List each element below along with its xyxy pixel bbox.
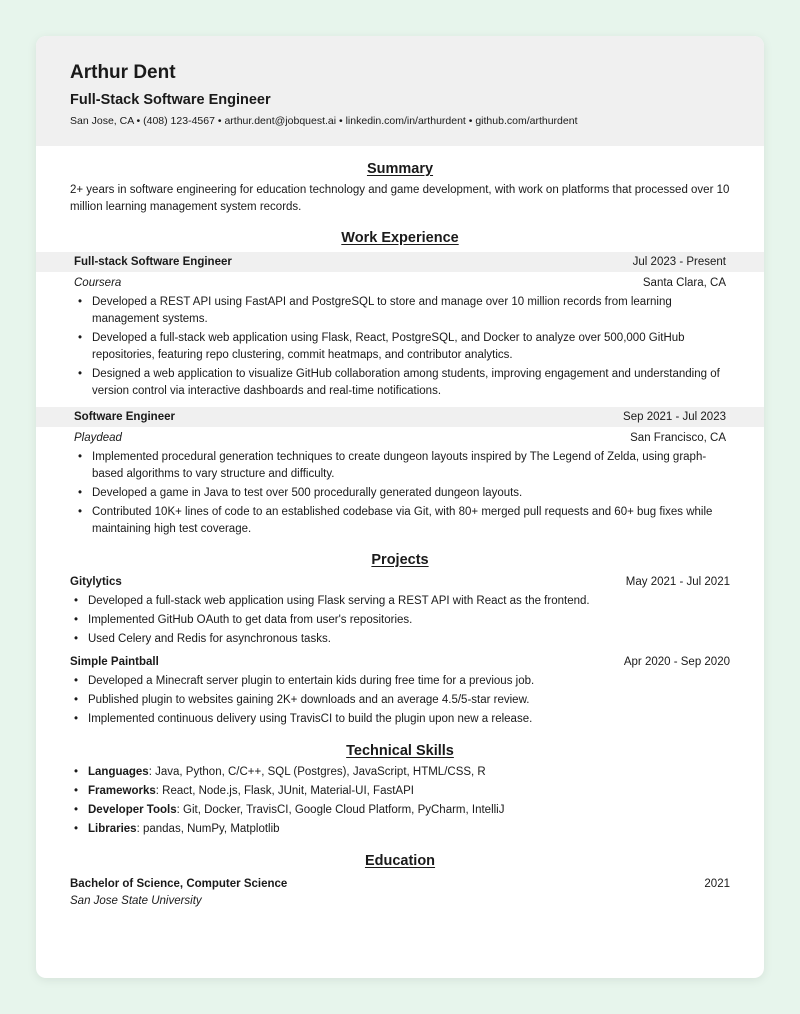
- skills-heading: Technical Skills: [346, 743, 454, 759]
- list-item: • Developed a full-stack web application using Flask, React, PostgreSQL, and Docker to analyze over 500,000 GitHub repositories, featuring repo clustering, commit heatmaps, and contributor analytics.: [92, 330, 726, 364]
- education-row: [70, 876, 730, 893]
- experience-heading: Work Experience: [341, 230, 459, 246]
- list-item: • Implemented continuous delivery using TravisCI to build the plugin upon new a release.: [88, 711, 726, 728]
- skill-item: [88, 783, 726, 800]
- graduation-year: 2021: [704, 878, 730, 890]
- skill-item: [88, 802, 726, 819]
- skill-item: [88, 821, 726, 838]
- project-bullets: [70, 673, 730, 728]
- job-bullets: [70, 449, 730, 538]
- skill-label: Languages: [88, 766, 149, 778]
- project-bullets: [70, 593, 730, 648]
- candidate-name: Arthur Dent: [70, 62, 176, 83]
- job-role: Software Engineer: [74, 411, 175, 423]
- job-entry: [70, 407, 730, 538]
- project-header: [70, 573, 730, 591]
- job-location: San Francisco, CA: [630, 432, 726, 444]
- project-header: [70, 653, 730, 671]
- job-company: Coursera: [74, 277, 122, 289]
- job-company-row: [70, 274, 730, 292]
- list-item: • Contributed 10K+ lines of code to an established codebase via Git, with 80+ merged pull requests and 60+ bug fixes while maintaining high test coverage.: [92, 504, 726, 538]
- list-item: • Implemented GitHub OAuth to get data from user's repositories.: [88, 612, 726, 629]
- job-header: [36, 252, 764, 272]
- project-dates: Apr 2020 - Sep 2020: [623, 656, 730, 668]
- job-header: [36, 407, 764, 427]
- skill-value: : Git, Docker, TravisCI, Google Cloud Platform, PyCharm, IntelliJ: [176, 804, 505, 816]
- job-role: Full-stack Software Engineer: [74, 256, 232, 268]
- project-name: Simple Paintball: [70, 656, 159, 668]
- project-entry: [70, 653, 730, 728]
- list-item: • Used Celery and Redis for asynchronous tasks.: [88, 631, 726, 648]
- summary-heading: Summary: [366, 161, 434, 177]
- skill-label: Developer Tools: [88, 804, 177, 816]
- job-dates: Sep 2021 - Jul 2023: [623, 411, 726, 423]
- education-heading: Education: [364, 853, 436, 869]
- job-company-row: [70, 429, 730, 447]
- list-item: • Published plugin to websites gaining 2K+ downloads and an average 4.5/5-star review.: [88, 692, 726, 709]
- job-dates: Jul 2023 - Present: [632, 256, 726, 268]
- job-bullets: [70, 294, 730, 400]
- list-item: • Developed a Minecraft server plugin to entertain kids during free time for a previous job.: [88, 673, 726, 690]
- list-item: • Implemented procedural generation techniques to create dungeon layouts inspired by The Legend of Zelda, using graph-based algorithms to vary structure and difficulty.: [92, 449, 726, 483]
- contact-line: San Jose, CA • (408) 123-4567 • arthur.dent@jobquest.ai • linkedin.com/in/arthurdent • github.com/arthurdent: [70, 115, 578, 127]
- list-item: • Developed a game in Java to test over 500 procedurally generated dungeon layouts.: [92, 485, 726, 502]
- job-company: Playdead: [74, 432, 122, 444]
- skills-list: [70, 764, 730, 838]
- skill-label: Libraries: [88, 823, 137, 835]
- list-item: • Developed a full-stack web application using Flask serving a REST API with React as the frontend.: [88, 593, 726, 610]
- project-dates: May 2021 - Jul 2021: [625, 576, 730, 588]
- resume-body: [36, 160, 764, 910]
- skill-value: : React, Node.js, Flask, JUnit, Material-UI, FastAPI: [155, 785, 414, 797]
- resume-page: [36, 36, 764, 978]
- skill-value: : Java, Python, C/C++, SQL (Postgres), JavaScript, HTML/CSS, R: [148, 766, 486, 778]
- skill-label: Frameworks: [88, 785, 156, 797]
- skill-item: [88, 764, 726, 781]
- skill-value: : pandas, NumPy, Matplotlib: [136, 823, 280, 835]
- school-name: San Jose State University: [70, 895, 202, 907]
- list-item: • Designed a web application to visualize GitHub collaboration among students, improving engagement and understanding of version control via interactive dashboards and real-time notifications.: [92, 366, 726, 400]
- job-entry: [70, 252, 730, 400]
- project-entry: [70, 573, 730, 648]
- projects-heading: Projects: [371, 552, 429, 568]
- candidate-title: Full-Stack Software Engineer: [70, 92, 271, 108]
- degree: Bachelor of Science, Computer Science: [70, 878, 288, 890]
- job-location: Santa Clara, CA: [642, 277, 726, 289]
- project-name: Gitylytics: [70, 576, 122, 588]
- list-item: • Developed a REST API using FastAPI and PostgreSQL to store and manage over 10 million records from learning management systems.: [92, 294, 726, 328]
- summary-text: 2+ years in software engineering for education technology and game development, with work on platforms that processed over 10 million learning management system records.: [70, 184, 730, 213]
- resume-header: [36, 36, 764, 146]
